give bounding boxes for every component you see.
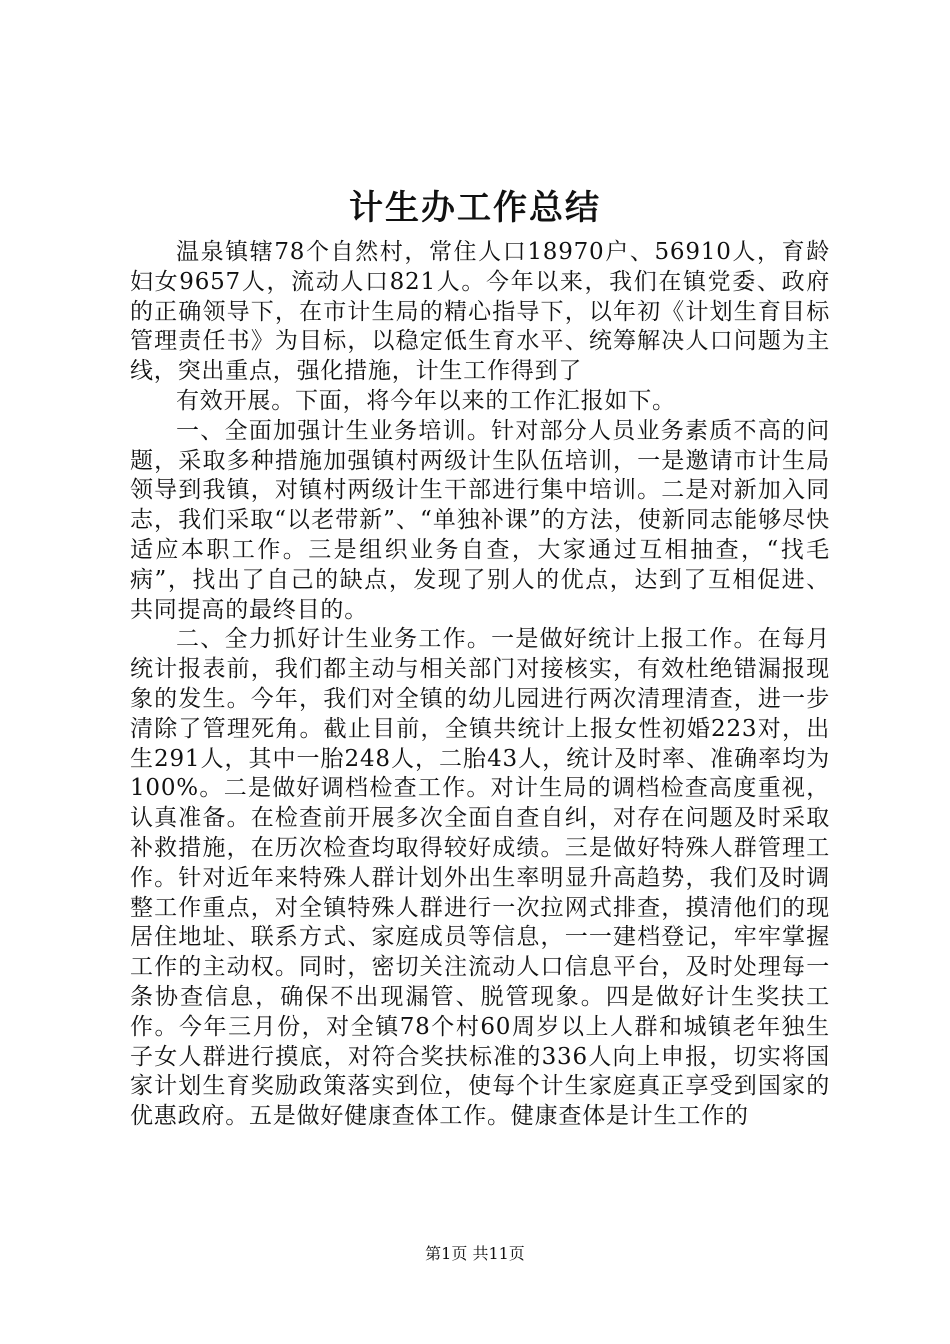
document-body xyxy=(130,238,830,1132)
page-number-footer: 第1页 共11页 xyxy=(425,1244,525,1263)
document-title: 计生办工作总结 xyxy=(349,188,601,228)
paragraph-section-two: 二、全力抓好计生业务工作。一是做好统计上报工作。在每月统计报表前，我们都主动与相关部门对接核实，有效杜绝错漏报现象的发生。今年，我们对全镇的幼儿园进行两次清理清查，进一步清除了管理死角。截止目前，全镇共统计上报女性初婚223对，出生291人，其中一胎248人，二胎43人，统计及时率、准确率均为100%。二是做好调档检查工作。对计生局的调档检查高度重视，认真准备。在检查前开展多次全面自查自纠，对存在问题及时采取补救措施，在历次检查均取得较好成绩。三是做好特殊人群管理工作。针对近年来特殊人群计划外出生率明显升高趋势，我们及时调整工作重点，对全镇特殊人群进行一次拉网式排查，摸清他们的现居住地址、联系方式、家庭成员等信息，一一建档登记，牢牢掌握工作的主动权。同时，密切关注流动人口信息平台，及时处理每一条协查信息，确保不出现漏管、脱管现象。四是做好计生奖扶工作。今年三月份，对全镇78个村60周岁以上人群和城镇老年独生子女人群进行摸底，对符合奖扶标准的336人向上申报，切实将国家计划生育奖励政策落实到位，使每个计生家庭真正享受到国家的优惠政府。五是做好健康查体工作。健康查体是计生工作的 xyxy=(130,626,830,1130)
paragraph-section-one: 一、全面加强计生业务培训。针对部分人员业务素质不高的问题，采取多种措施加强镇村两级计生队伍培训，一是邀请市计生局领导到我镇，对镇村两级计生干部进行集中培训。二是对新加入同志，我们采取“以老带新”、“单独补课”的方法，使新同志能够尽快适应本职工作。三是组织业务自查，大家通过互相抽查，“找毛病”，找出了自己的缺点，发现了别人的优点，达到了互相促进、共同提高的最终目的。 xyxy=(130,417,830,623)
paragraph-intro: 温泉镇辖78个自然村，常住人口18970户、56910人，育龄妇女9657人，流动人口821人。今年以来，我们在镇党委、政府的正确领导下，在市计生局的精心指导下，以年初《计划生育目标管理责任书》为目标，以稳定低生育水平、统筹解决人口问题为主线，突出重点，强化措施，计生工作得到了 xyxy=(130,239,830,385)
paragraph-intro-continued: 有效开展。下面，将今年以来的工作汇报如下。 xyxy=(176,387,676,414)
